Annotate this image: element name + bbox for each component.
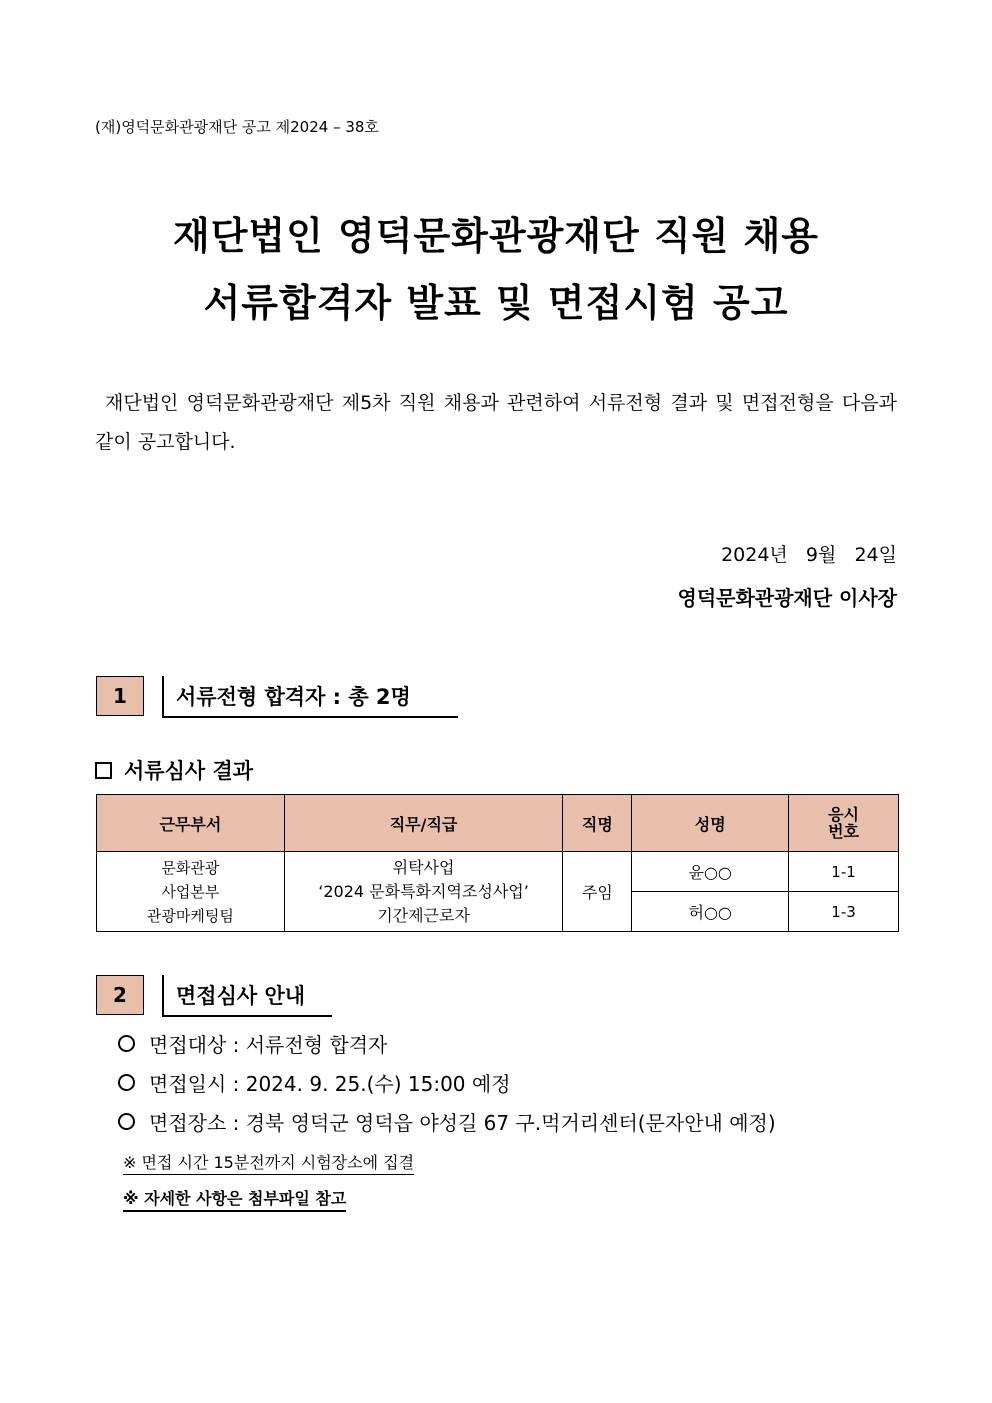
section1-title: 서류전형 합격자 : 총 2명 xyxy=(162,676,458,718)
page-title-line1: 재단법인 영덕문화관광재단 직원 채용 xyxy=(172,214,820,258)
intro-paragraph: 재단법인 영덕문화관광재단 제5차 직원 채용과 관련하여 서류전형 결과 및 면접전형을 다음과 같이 공고합니다. xyxy=(95,392,897,453)
job-line: 위탁사업 xyxy=(392,857,455,877)
department-line: 사업본부 xyxy=(161,882,220,901)
result-table xyxy=(96,794,899,932)
bullet-text: 면접일시 : 2024. 9. 25.(수) 15:00 예정 xyxy=(149,1072,511,1096)
name-cell: 허○○ xyxy=(632,892,789,932)
header-department: 근무부서 xyxy=(97,795,285,852)
header-name: 성명 xyxy=(632,795,789,852)
exam-number-cell: 1-1 xyxy=(789,852,899,892)
announcement-date: 2024년 9월 24일 xyxy=(721,544,897,566)
note-attachment: ※ 자세한 사항은 첨부파일 참고 xyxy=(123,1186,346,1212)
section2-title: 면접심사 안내 xyxy=(162,975,332,1017)
page-title-line2: 서류합격자 발표 및 면접시험 공고 xyxy=(203,281,789,325)
circle-bullet-icon xyxy=(118,1074,135,1091)
section1-subheading xyxy=(95,755,253,785)
table-row xyxy=(97,852,899,892)
circle-bullet-icon xyxy=(118,1035,135,1052)
issuer: 영덕문화관광재단 이사장 xyxy=(677,586,897,610)
job-line: ‘2024 문화특화지역조성사업’ xyxy=(318,881,529,901)
department-line: 문화관광 xyxy=(161,858,220,877)
circle-bullet-icon xyxy=(118,1113,135,1130)
interview-datetime xyxy=(118,1068,511,1097)
header-exam-number xyxy=(789,795,899,852)
subheading-text: 서류심사 결과 xyxy=(124,759,254,783)
notice-number: (재)영덕문화관광재단 공고 제2024 – 38호 xyxy=(95,118,379,136)
job-line: 기간제근로자 xyxy=(377,905,470,925)
table-header-row xyxy=(97,795,899,852)
bullet-text: 면접장소 : 경북 영덕군 영덕읍 야성길 67 구.먹거리센터(문자안내 예정) xyxy=(149,1111,776,1135)
header-exam-line2: 번호 xyxy=(828,822,860,841)
checkbox-square-icon xyxy=(95,762,112,779)
bullet-text: 면접대상 : 서류전형 합격자 xyxy=(149,1033,388,1057)
department-cell xyxy=(97,852,285,932)
job-cell xyxy=(284,852,563,932)
department-line: 관광마케팅팀 xyxy=(146,906,234,925)
position-cell: 주임 xyxy=(563,852,632,932)
section2-number: 2 xyxy=(96,975,144,1015)
name-cell: 윤○○ xyxy=(632,852,789,892)
section1-number: 1 xyxy=(96,676,144,716)
exam-number-cell: 1-3 xyxy=(789,892,899,932)
note-arrival-time: ※ 면접 시간 15분전까지 시험장소에 집결 xyxy=(123,1150,414,1175)
header-position: 직명 xyxy=(563,795,632,852)
header-exam-line1: 응시 xyxy=(828,805,860,824)
interview-target xyxy=(118,1029,387,1058)
interview-location xyxy=(118,1107,776,1136)
header-job: 직무/직급 xyxy=(284,795,563,852)
